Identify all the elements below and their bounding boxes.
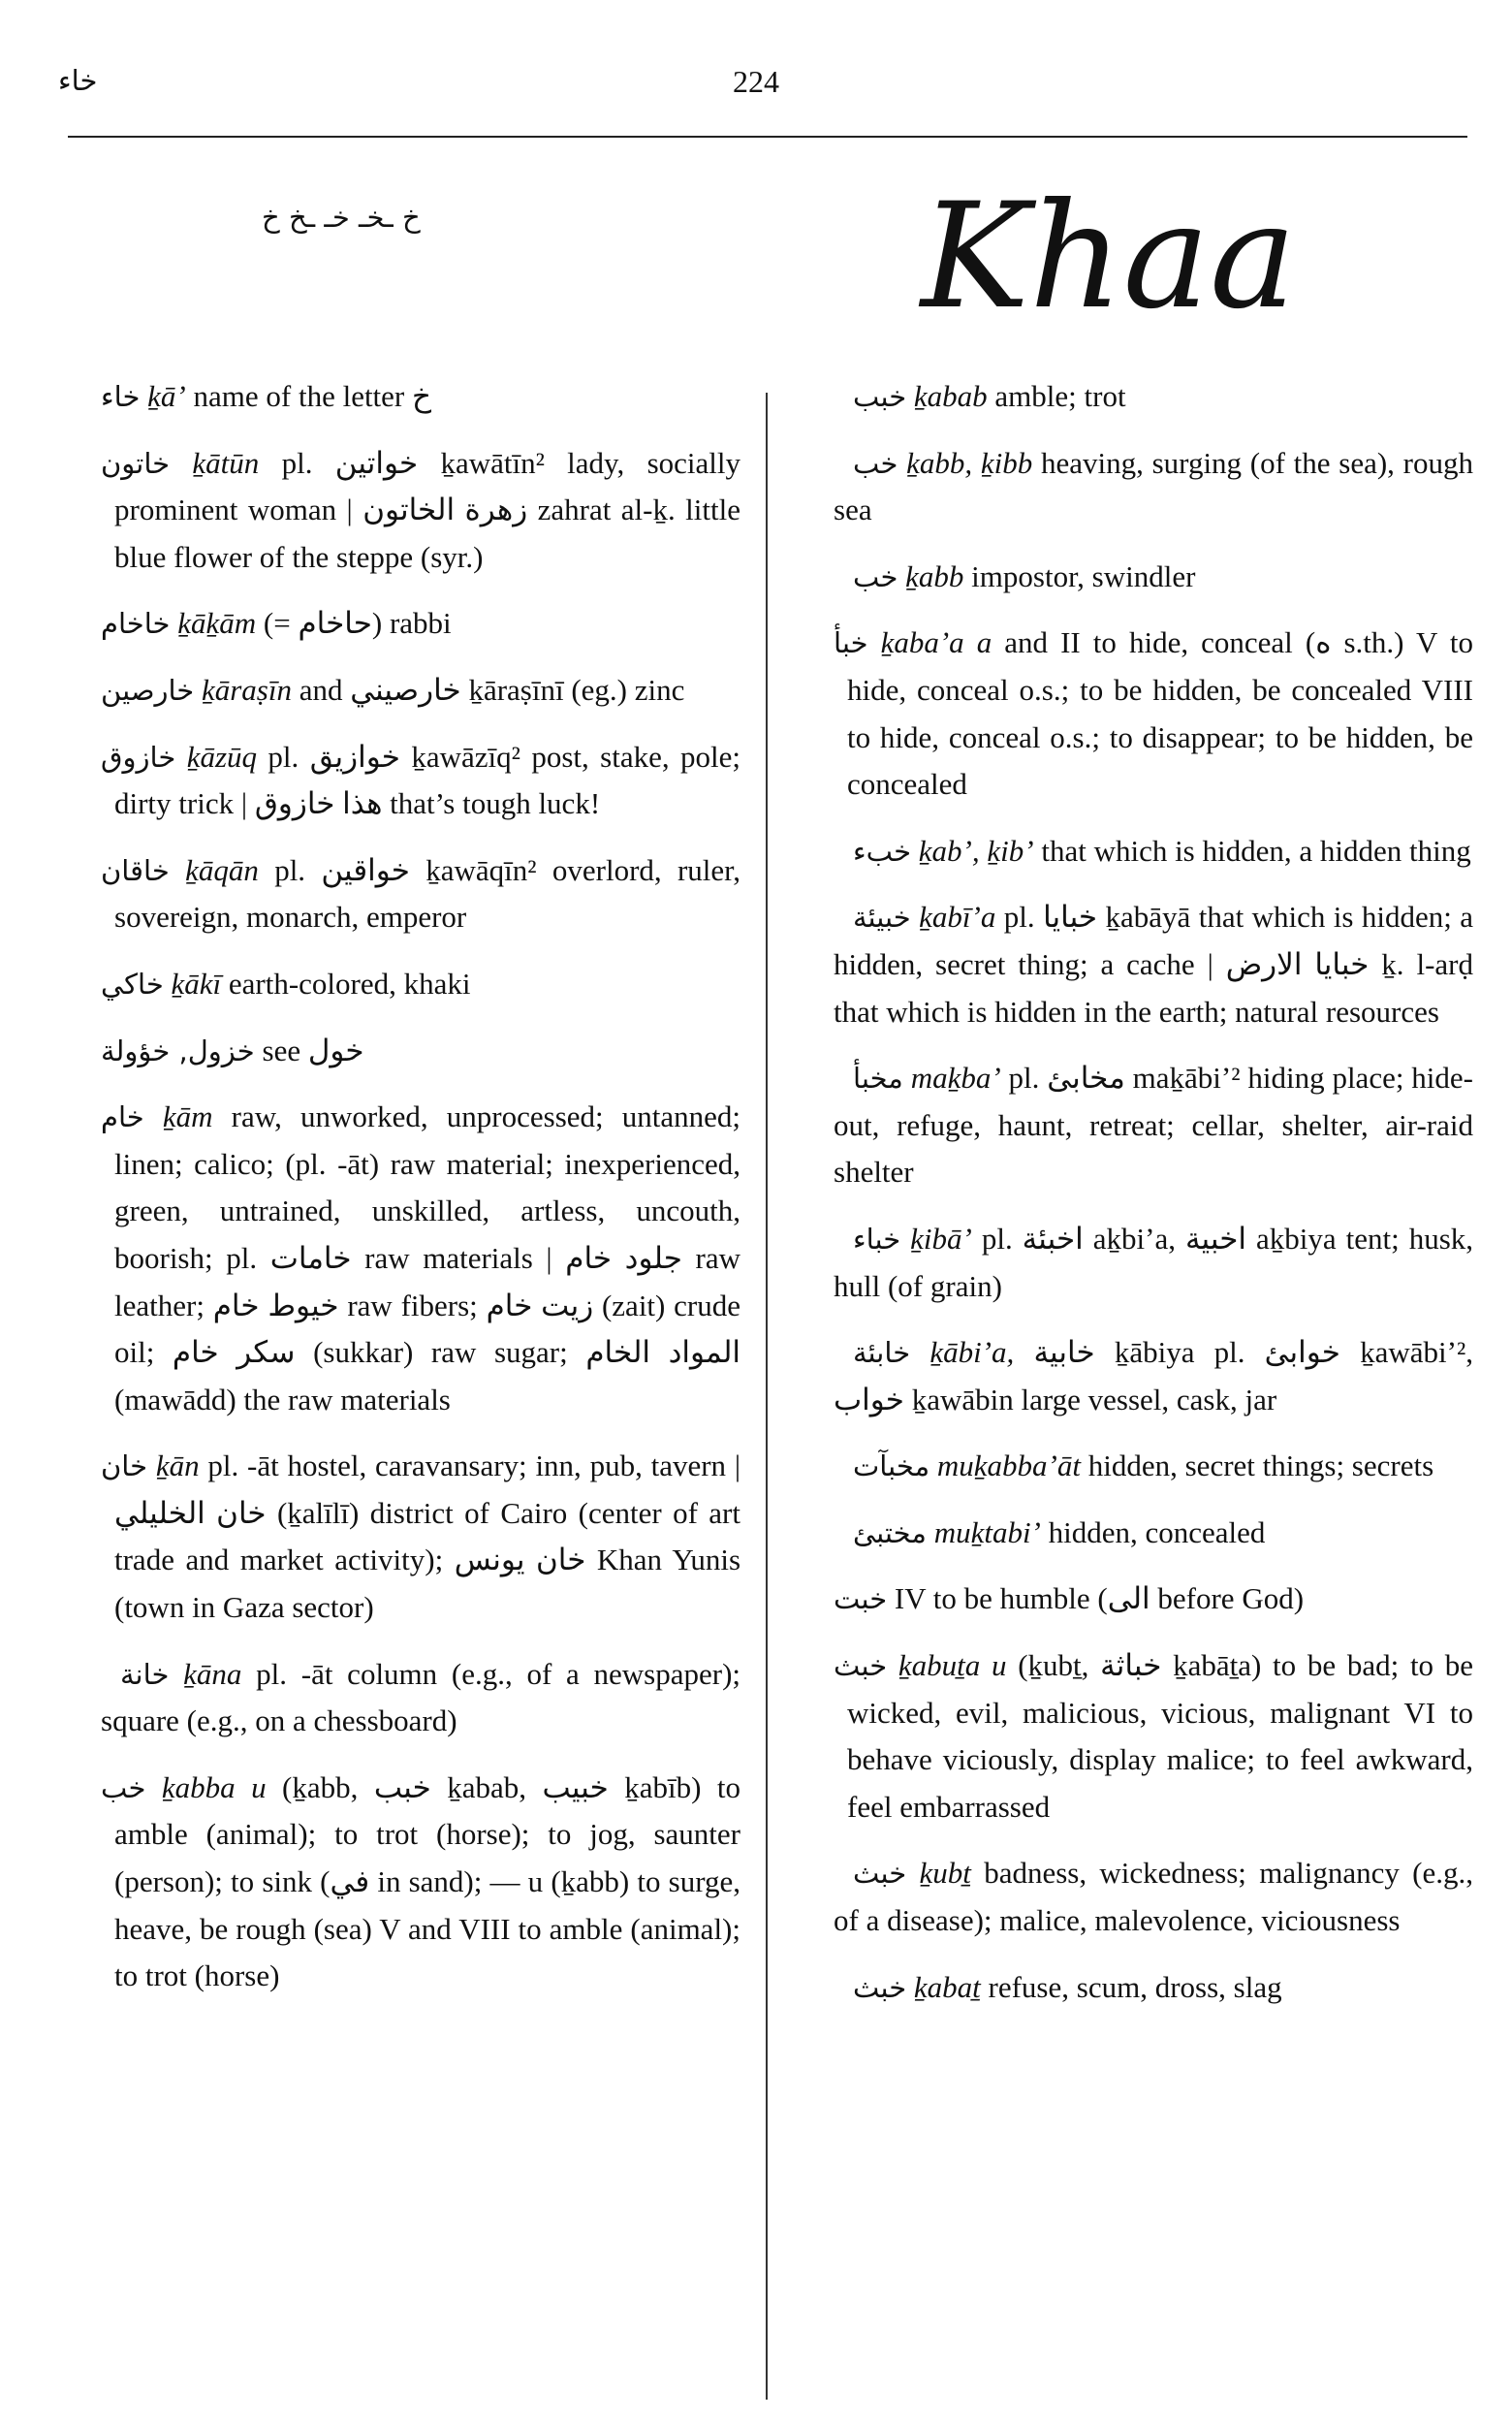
entry-transliteration: muḵtabiʼ <box>933 1514 1041 1549</box>
entry-transliteration: muḵabbaʼāt <box>936 1448 1081 1483</box>
page-header-arabic: خاء <box>58 64 98 97</box>
entry-definition: pl. -āt hostel, caravansary; inn, pub, tavern | خان الخليلي (ḵalīlī) district of Cairo (center of art trade and market activity); خان يونس Khan Yunis (town in Gaza sector) <box>114 1448 741 1625</box>
entry-arabic: مخبآت <box>853 1449 930 1483</box>
entry-transliteration: ḵabb <box>905 558 964 593</box>
entry-transliteration: ḵāqān <box>185 852 259 887</box>
entry-transliteration: ḵāʼ <box>147 379 186 413</box>
dictionary-entry <box>101 1028 740 1075</box>
entry-definition: and II to hide, conceal (ه s.th.) V to hide, conceal o.s.; to be hidden, be concealed VIII to hide, conceal o.s.; to disappear; to be hidden, be concealed <box>847 625 1473 802</box>
dictionary-entry <box>101 600 740 648</box>
entry-arabic: خب <box>853 559 898 593</box>
dictionary-entry <box>834 828 1473 875</box>
entry-definition: (= حاخام) rabbi <box>263 606 452 641</box>
entry-transliteration: ḵākī <box>171 966 222 1001</box>
entry-definition: amble; trot <box>994 379 1126 413</box>
entry-arabic: خب <box>853 446 898 480</box>
entry-arabic: خاكي <box>101 967 164 1001</box>
entry-definition: refuse, scum, dross, slag <box>988 1969 1282 2004</box>
entry-definition: hidden, concealed <box>1048 1514 1266 1549</box>
dictionary-entry <box>101 734 740 828</box>
entry-transliteration: ḵān <box>155 1448 200 1483</box>
entry-arabic: مختبئ <box>853 1515 927 1549</box>
dictionary-entry <box>834 373 1473 421</box>
dictionary-entry <box>101 1765 740 2000</box>
entry-transliteration: ḵabb, ḵibb <box>906 445 1033 480</box>
dictionary-entry <box>101 847 740 941</box>
entry-transliteration: maḵbaʼ <box>910 1061 1001 1096</box>
dictionary-entry <box>834 1510 1473 1557</box>
dictionary-entry <box>834 1642 1473 1830</box>
column-divider <box>766 393 768 2400</box>
letter-forms: خ ـخـ خـ ـخ خ <box>262 201 421 234</box>
entry-definition: (ḵubṯ, خباثة ḵabāṯa) to be bad; to be wicked, evil, malicious, vicious, malignant VI to behave viciously, display malice; to feel awkward, feel embarrassed <box>847 1648 1474 1824</box>
entry-definition: خابية ḵābiya pl. خوابئ ḵawābiʼ², خواب ḵawābin large vessel, cask, jar <box>834 1335 1473 1416</box>
dictionary-entry <box>834 1055 1473 1196</box>
entry-arabic: خب <box>101 1770 146 1804</box>
entry-transliteration: ḵāraṣīn <box>201 672 292 707</box>
entry-arabic: خام <box>101 1100 144 1134</box>
entry-transliteration: ḵabaʼa a <box>880 625 992 660</box>
entry-arabic: خزول, خؤولة <box>101 1034 255 1067</box>
entry-definition: that which is hidden, a hidden thing <box>1041 833 1471 868</box>
entry-definition: pl. خواتين ḵawātīn² lady, socially prominent woman | زهرة الخاتون zahrat al-ḵ. little blue flower of the steppe (syr.) <box>114 445 741 574</box>
dictionary-entry <box>834 1576 1473 1623</box>
dictionary-entry <box>834 1850 1473 1944</box>
entry-arabic: خبيئة <box>853 901 911 935</box>
dictionary-entry <box>834 440 1473 534</box>
entry-definition: pl. خوازيق ḵawāzīq² post, stake, pole; dirty trick | هذا خازوق that’s tough luck! <box>114 739 740 821</box>
entry-definition: pl. اخبئة aḵbiʼa, اخبية aḵbiya tent; husk, hull (of grain) <box>834 1221 1474 1303</box>
entry-definition: impostor, swindler <box>971 558 1196 593</box>
entry-definition: hidden, secret things; secrets <box>1087 1448 1434 1483</box>
header-rule <box>68 136 1467 138</box>
entry-definition: pl. -āt column (e.g., of a newspaper); square (e.g., on a chessboard) <box>101 1656 741 1738</box>
entry-definition: badness, wickedness; malignancy (e.g., of a disease); malice, malevolence, viciousness <box>834 1856 1474 1938</box>
entry-definition: (ḵabb, خبب ḵabab, خبيب ḵabīb) to amble (animal); to trot (horse); to jog, saunter (person); to sink (في in sand); — u (ḵabb) to surge, heave, be rough (sea) V and VIII to amble (animal); to trot (horse) <box>114 1769 740 1993</box>
entry-arabic: خبث <box>834 1649 888 1683</box>
entry-definition: see خول <box>262 1033 364 1067</box>
dictionary-entry <box>101 961 740 1008</box>
entry-transliteration: ḵabab <box>913 379 988 413</box>
entry-arabic: خاء <box>101 380 141 413</box>
dictionary-entry <box>101 667 740 715</box>
entry-arabic: خاقان <box>101 853 170 887</box>
entry-arabic: مخبأ <box>853 1062 903 1096</box>
entry-arabic: خازوق <box>101 740 176 774</box>
page-number: 224 <box>733 64 779 99</box>
entry-definition: pl. مخابئ maḵābiʼ² hiding place; hide-out, refuge, haunt, retreat; cellar, shelter, air-raid shelter <box>834 1061 1473 1190</box>
dictionary-entry <box>834 554 1473 601</box>
entry-transliteration: ḵāḵām <box>177 606 257 641</box>
entry-transliteration: ḵubṯ <box>919 1856 971 1891</box>
entry-arabic: خبت <box>834 1582 888 1616</box>
entry-arabic: خبء <box>853 834 912 868</box>
entry-definition: and خارصيني ḵāraṣīnī (eg.) zinc <box>299 672 685 707</box>
entry-definition: earth-colored, khaki <box>228 966 471 1001</box>
entry-transliteration: ḵabba u <box>161 1769 267 1804</box>
dictionary-entry <box>101 373 740 421</box>
dictionary-entry <box>101 440 740 582</box>
entry-definition: raw, unworked, unprocessed; untanned; linen; calico; (pl. -āt) raw material; inexperienced, green, untrained, unskilled, artless, uncouth, boorish; pl. خامات raw materials | جلود خام raw leather; خيوط خام raw fibers; زيت خام (zait) crude oil; سكر خام (sukkar) raw sugar; المواد الخام (mawādd) the raw materials <box>114 1099 741 1416</box>
dictionary-entry <box>834 1443 1473 1490</box>
entry-arabic: خبب <box>853 380 907 413</box>
entry-definition: heaving, surging (of the sea), rough sea <box>834 445 1473 527</box>
entry-transliteration: ḵām <box>162 1099 213 1134</box>
entry-transliteration: ḵāna <box>183 1656 242 1691</box>
dictionary-entry <box>834 894 1473 1035</box>
entry-definition: pl. خواقين ḵawāqīn² overlord, ruler, sovereign, monarch, emperor <box>114 852 741 935</box>
entry-arabic: خاخام <box>101 607 171 641</box>
entry-arabic: خابئة <box>853 1336 911 1370</box>
section-title: Khaa <box>921 173 1297 341</box>
entry-definition: pl. خبايا ḵabāyā that which is hidden; a hidden, secret thing; a cache | خبايا الارض ḵ. l-arḍ that which is hidden in the earth; natural resources <box>834 900 1474 1029</box>
dictionary-entry <box>834 620 1473 808</box>
left-column <box>101 373 740 2020</box>
entry-arabic: خارصين <box>101 673 195 707</box>
entry-arabic: خبث <box>853 1857 907 1891</box>
dictionary-entry <box>834 1329 1473 1423</box>
entry-definition: IV to be humble (الى before God) <box>894 1581 1305 1616</box>
dictionary-entry <box>101 1094 740 1423</box>
entry-arabic: خبأ <box>834 626 868 660</box>
entry-transliteration: ḵabʼ, ḵibʼ <box>918 833 1034 868</box>
dictionary-entry <box>834 1216 1473 1310</box>
right-column <box>834 373 1473 2030</box>
entry-transliteration: ḵibāʼ <box>910 1221 972 1256</box>
entry-transliteration: ḵātūn <box>192 445 260 480</box>
entry-arabic: خان <box>101 1449 148 1483</box>
entry-transliteration: ḵāzūq <box>186 739 258 774</box>
dictionary-entry <box>101 1443 740 1631</box>
entry-transliteration: ḵabuṯa u <box>898 1648 1007 1683</box>
entry-arabic: خبث <box>853 1970 907 2004</box>
entry-arabic: خانة <box>120 1657 170 1691</box>
entry-arabic: خباء <box>853 1222 901 1256</box>
dictionary-entry <box>834 1964 1473 2012</box>
entry-definition: name of the letter خ <box>193 379 432 413</box>
dictionary-entry <box>101 1651 740 1745</box>
entry-transliteration: ḵabaṯ <box>913 1969 981 2004</box>
entry-transliteration: ḵabīʼa <box>919 900 996 935</box>
entry-arabic: خاتون <box>101 446 171 480</box>
entry-transliteration: ḵābiʼa, <box>929 1335 1015 1370</box>
